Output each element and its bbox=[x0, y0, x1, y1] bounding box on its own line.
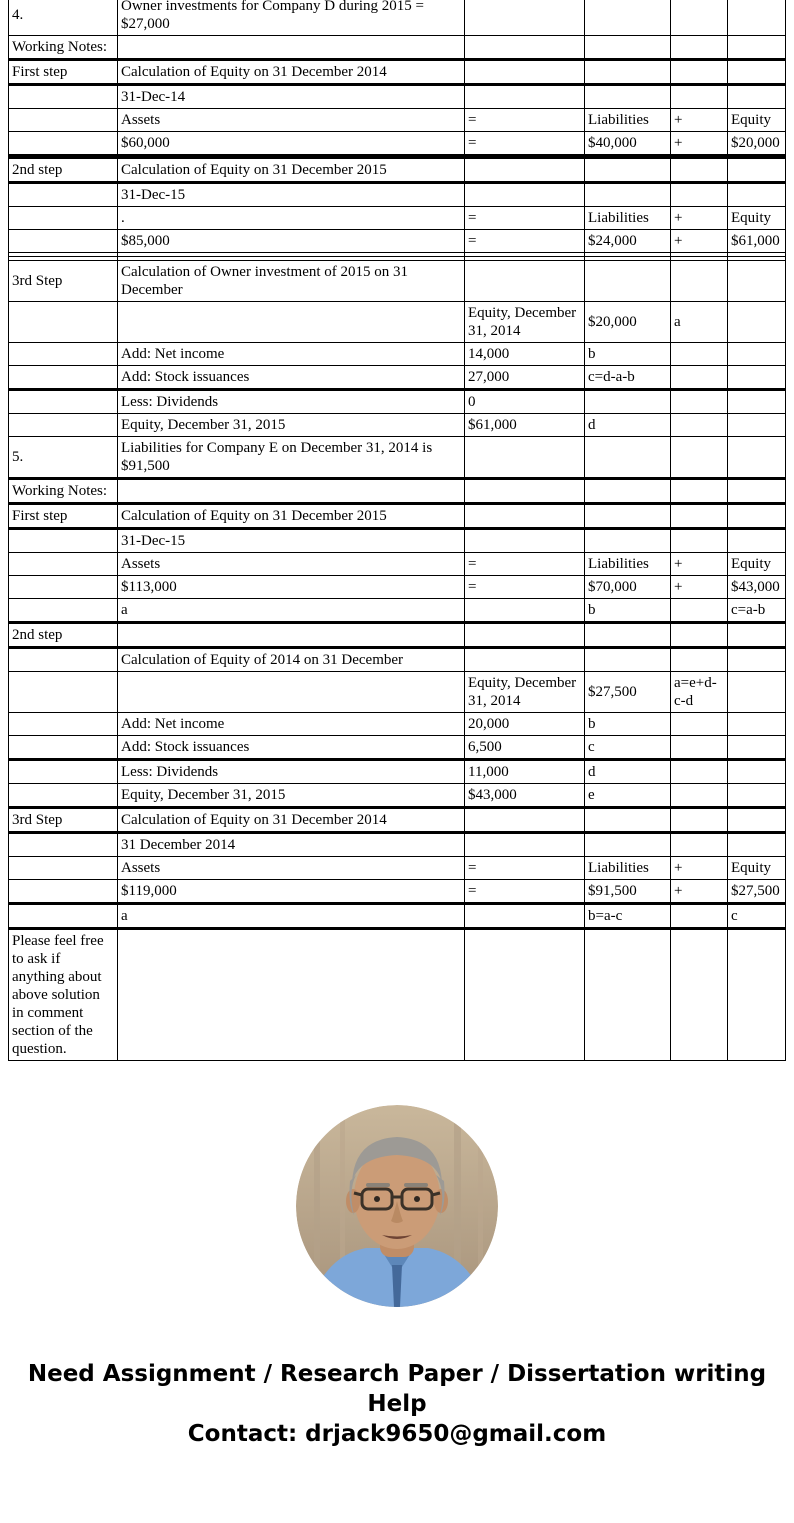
table-cell: Equity, December 31, 2015 bbox=[118, 784, 465, 808]
table-cell bbox=[9, 880, 118, 904]
table-cell bbox=[465, 85, 585, 109]
table-row bbox=[9, 553, 786, 576]
table-cell bbox=[728, 414, 786, 437]
table-cell: $24,000 bbox=[585, 230, 671, 253]
table-cell: Liabilities bbox=[585, 207, 671, 230]
table-cell bbox=[9, 230, 118, 253]
table-cell bbox=[728, 529, 786, 553]
table-cell: 20,000 bbox=[465, 713, 585, 736]
table-cell: 31-Dec-15 bbox=[118, 183, 465, 207]
table-row bbox=[9, 302, 786, 343]
table-cell bbox=[465, 833, 585, 857]
table-cell bbox=[671, 833, 728, 857]
table-cell: 5. bbox=[9, 437, 118, 479]
table-cell bbox=[9, 85, 118, 109]
table-cell bbox=[9, 599, 118, 623]
table-cell: b bbox=[585, 343, 671, 366]
table-cell bbox=[671, 390, 728, 414]
table-cell: Owner investments for Company D during 2015 = $27,000 bbox=[118, 0, 465, 36]
table-cell bbox=[9, 648, 118, 672]
table-cell: Add: Stock issuances bbox=[118, 736, 465, 760]
table-cell: Liabilities bbox=[585, 553, 671, 576]
table-cell bbox=[465, 183, 585, 207]
contact-line: Contact: drjack9650@gmail.com bbox=[187, 1421, 607, 1447]
table-cell bbox=[728, 648, 786, 672]
table-cell: 2nd step bbox=[9, 157, 118, 183]
table-cell: 6,500 bbox=[465, 736, 585, 760]
table-cell: $27,500 bbox=[585, 672, 671, 713]
table-cell: 31 December 2014 bbox=[118, 833, 465, 857]
table-cell bbox=[465, 929, 585, 1061]
table-cell: 3rd Step bbox=[9, 808, 118, 833]
table-cell bbox=[728, 736, 786, 760]
table-cell: Liabilities bbox=[585, 109, 671, 132]
table-cell: $43,000 bbox=[465, 784, 585, 808]
table-cell: Working Notes: bbox=[9, 36, 118, 60]
table-cell bbox=[671, 366, 728, 390]
table-cell bbox=[671, 623, 728, 648]
table-cell: a bbox=[118, 904, 465, 929]
table-cell bbox=[9, 576, 118, 599]
table-row bbox=[9, 904, 786, 929]
table-cell: Calculation of Equity on 31 December 2015 bbox=[118, 157, 465, 183]
table-cell: = bbox=[465, 576, 585, 599]
table-row bbox=[9, 85, 786, 109]
table-cell: + bbox=[671, 553, 728, 576]
table-cell bbox=[465, 648, 585, 672]
table-cell bbox=[9, 857, 118, 880]
table-cell: + bbox=[671, 857, 728, 880]
table-cell: 14,000 bbox=[465, 343, 585, 366]
table-cell bbox=[9, 760, 118, 784]
table-cell bbox=[671, 736, 728, 760]
table-row bbox=[9, 623, 786, 648]
table-cell: 0 bbox=[465, 390, 585, 414]
table-row bbox=[9, 36, 786, 60]
table-cell bbox=[9, 343, 118, 366]
table-cell bbox=[728, 36, 786, 60]
table-row bbox=[9, 857, 786, 880]
table-cell bbox=[9, 713, 118, 736]
table-cell bbox=[671, 479, 728, 504]
table-cell bbox=[118, 929, 465, 1061]
table-cell: + bbox=[671, 230, 728, 253]
table-cell bbox=[728, 833, 786, 857]
table-cell: c bbox=[728, 904, 786, 929]
table-cell: Equity bbox=[728, 207, 786, 230]
table-cell bbox=[118, 479, 465, 504]
table-cell: Equity, December 31, 2014 bbox=[465, 672, 585, 713]
table-cell bbox=[465, 60, 585, 85]
table-cell bbox=[585, 261, 671, 302]
table-cell bbox=[585, 808, 671, 833]
table-cell bbox=[671, 60, 728, 85]
table-cell bbox=[671, 437, 728, 479]
table-cell bbox=[585, 437, 671, 479]
table-cell bbox=[671, 414, 728, 437]
table-cell: Assets bbox=[118, 109, 465, 132]
table-cell: $27,500 bbox=[728, 880, 786, 904]
table-cell bbox=[671, 904, 728, 929]
table-cell bbox=[728, 808, 786, 833]
table-cell: 2nd step bbox=[9, 623, 118, 648]
table-cell bbox=[585, 479, 671, 504]
table-row bbox=[9, 648, 786, 672]
table-cell: 3rd Step bbox=[9, 261, 118, 302]
table-cell: d bbox=[585, 414, 671, 437]
table-cell: Equity bbox=[728, 553, 786, 576]
table-cell: Calculation of Equity on 31 December 2014 bbox=[118, 60, 465, 85]
table-cell: = bbox=[465, 132, 585, 157]
table-cell bbox=[465, 36, 585, 60]
table-cell bbox=[585, 623, 671, 648]
table-cell: First step bbox=[9, 60, 118, 85]
table-row bbox=[9, 880, 786, 904]
table-cell: = bbox=[465, 109, 585, 132]
table-row bbox=[9, 261, 786, 302]
table-cell: a bbox=[118, 599, 465, 623]
table-cell: + bbox=[671, 576, 728, 599]
table-cell: b bbox=[585, 713, 671, 736]
table-cell: $113,000 bbox=[118, 576, 465, 599]
help-line: Need Assignment / Research Paper / Dissertation writing Help bbox=[27, 1361, 767, 1417]
table-row bbox=[9, 0, 786, 36]
table-cell bbox=[9, 784, 118, 808]
table-row bbox=[9, 833, 786, 857]
table-cell bbox=[9, 183, 118, 207]
worksheet-body bbox=[9, 0, 786, 1061]
table-cell: Assets bbox=[118, 553, 465, 576]
table-cell: Liabilities bbox=[585, 857, 671, 880]
table-cell bbox=[671, 0, 728, 36]
tutor-photo-illustration bbox=[296, 1105, 498, 1307]
table-cell: c bbox=[585, 736, 671, 760]
table-row bbox=[9, 672, 786, 713]
table-cell bbox=[671, 784, 728, 808]
table-cell bbox=[671, 261, 728, 302]
table-row bbox=[9, 183, 786, 207]
table-cell bbox=[9, 366, 118, 390]
table-row bbox=[9, 576, 786, 599]
table-cell: + bbox=[671, 207, 728, 230]
table-cell bbox=[465, 157, 585, 183]
table-cell: Equity bbox=[728, 857, 786, 880]
table-cell: 4. bbox=[9, 0, 118, 36]
table-cell: Equity bbox=[728, 109, 786, 132]
table-row bbox=[9, 343, 786, 366]
table-cell bbox=[465, 623, 585, 648]
table-cell bbox=[671, 599, 728, 623]
table-cell: Calculation of Equity on 31 December 2014 bbox=[118, 808, 465, 833]
table-cell: $20,000 bbox=[585, 302, 671, 343]
table-cell: c=a-b bbox=[728, 599, 786, 623]
table-cell bbox=[728, 929, 786, 1061]
table-cell: 11,000 bbox=[465, 760, 585, 784]
table-cell: a bbox=[671, 302, 728, 343]
table-cell bbox=[728, 0, 786, 36]
table-cell: + bbox=[671, 880, 728, 904]
table-cell bbox=[671, 529, 728, 553]
table-cell: Calculation of Equity of 2014 on 31 December bbox=[118, 648, 465, 672]
table-cell bbox=[728, 437, 786, 479]
table-row bbox=[9, 132, 786, 157]
table-row bbox=[9, 366, 786, 390]
table-cell bbox=[465, 0, 585, 36]
table-cell bbox=[585, 0, 671, 36]
table-cell bbox=[671, 36, 728, 60]
table-cell bbox=[9, 414, 118, 437]
table-cell: e bbox=[585, 784, 671, 808]
table-cell bbox=[728, 60, 786, 85]
table-cell bbox=[671, 183, 728, 207]
table-cell bbox=[585, 36, 671, 60]
table-cell bbox=[728, 157, 786, 183]
table-cell bbox=[9, 736, 118, 760]
table-cell: + bbox=[671, 109, 728, 132]
table-cell bbox=[728, 390, 786, 414]
table-cell bbox=[118, 36, 465, 60]
table-cell bbox=[118, 623, 465, 648]
table-cell: Less: Dividends bbox=[118, 760, 465, 784]
table-cell: + bbox=[671, 132, 728, 157]
table-cell bbox=[728, 85, 786, 109]
table-cell: . bbox=[118, 207, 465, 230]
table-cell bbox=[9, 109, 118, 132]
table-cell: Calculation of Equity on 31 December 2015 bbox=[118, 504, 465, 529]
table-cell bbox=[9, 302, 118, 343]
table-row bbox=[9, 760, 786, 784]
table-cell: $20,000 bbox=[728, 132, 786, 157]
table-row bbox=[9, 230, 786, 253]
table-cell bbox=[585, 833, 671, 857]
table-cell: = bbox=[465, 880, 585, 904]
table-cell: Liabilities for Company E on December 31, 2014 is $91,500 bbox=[118, 437, 465, 479]
table-row bbox=[9, 599, 786, 623]
table-cell bbox=[728, 343, 786, 366]
table-cell bbox=[585, 929, 671, 1061]
table-cell bbox=[9, 207, 118, 230]
table-row bbox=[9, 414, 786, 437]
table-cell bbox=[728, 623, 786, 648]
table-cell: = bbox=[465, 553, 585, 576]
table-cell bbox=[465, 261, 585, 302]
table-cell bbox=[728, 261, 786, 302]
table-cell: a=e+d-c-d bbox=[671, 672, 728, 713]
table-cell: Equity, December 31, 2014 bbox=[465, 302, 585, 343]
table-row bbox=[9, 736, 786, 760]
table-row bbox=[9, 390, 786, 414]
table-cell: d bbox=[585, 760, 671, 784]
table-cell bbox=[728, 183, 786, 207]
table-row bbox=[9, 929, 786, 1061]
table-cell bbox=[465, 479, 585, 504]
table-row bbox=[9, 207, 786, 230]
table-cell bbox=[465, 529, 585, 553]
table-cell: $91,500 bbox=[585, 880, 671, 904]
table-cell bbox=[728, 504, 786, 529]
table-row bbox=[9, 157, 786, 183]
table-cell bbox=[671, 343, 728, 366]
table-cell bbox=[585, 648, 671, 672]
table-cell bbox=[728, 672, 786, 713]
table-cell: $40,000 bbox=[585, 132, 671, 157]
table-cell bbox=[728, 479, 786, 504]
table-cell bbox=[671, 760, 728, 784]
table-cell: $43,000 bbox=[728, 576, 786, 599]
table-cell bbox=[728, 713, 786, 736]
table-cell: $61,000 bbox=[465, 414, 585, 437]
table-cell: = bbox=[465, 857, 585, 880]
table-row bbox=[9, 479, 786, 504]
table-cell bbox=[465, 808, 585, 833]
table-cell: b=a-c bbox=[585, 904, 671, 929]
table-cell: Working Notes: bbox=[9, 479, 118, 504]
table-cell: $61,000 bbox=[728, 230, 786, 253]
table-cell: First step bbox=[9, 504, 118, 529]
table-cell bbox=[585, 60, 671, 85]
table-cell: Please feel free to ask if anything about above solution in comment section of the question. bbox=[9, 929, 118, 1061]
table-cell bbox=[465, 437, 585, 479]
table-cell: 31-Dec-15 bbox=[118, 529, 465, 553]
table-cell bbox=[671, 157, 728, 183]
table-cell bbox=[671, 808, 728, 833]
table-cell: c=d-a-b bbox=[585, 366, 671, 390]
table-cell bbox=[671, 85, 728, 109]
table-row bbox=[9, 109, 786, 132]
table-cell bbox=[671, 504, 728, 529]
table-row bbox=[9, 808, 786, 833]
table-cell bbox=[465, 504, 585, 529]
footer-help-text bbox=[25, 1359, 770, 1449]
table-cell: $119,000 bbox=[118, 880, 465, 904]
table-cell bbox=[9, 833, 118, 857]
table-cell bbox=[585, 85, 671, 109]
table-cell: 27,000 bbox=[465, 366, 585, 390]
table-row bbox=[9, 529, 786, 553]
table-cell: Less: Dividends bbox=[118, 390, 465, 414]
table-cell bbox=[9, 553, 118, 576]
table-cell bbox=[671, 648, 728, 672]
table-cell: Add: Net income bbox=[118, 343, 465, 366]
table-cell bbox=[465, 904, 585, 929]
table-cell: Add: Stock issuances bbox=[118, 366, 465, 390]
table-cell bbox=[728, 784, 786, 808]
table-cell bbox=[585, 390, 671, 414]
table-cell bbox=[585, 157, 671, 183]
table-cell bbox=[465, 599, 585, 623]
table-cell bbox=[9, 529, 118, 553]
table-cell bbox=[728, 366, 786, 390]
worksheet-table bbox=[8, 0, 786, 1061]
table-cell bbox=[118, 672, 465, 713]
table-cell: $60,000 bbox=[118, 132, 465, 157]
table-cell bbox=[585, 504, 671, 529]
table-cell: Calculation of Owner investment of 2015 on 31 December bbox=[118, 261, 465, 302]
table-cell bbox=[728, 302, 786, 343]
table-cell bbox=[9, 390, 118, 414]
table-cell bbox=[585, 183, 671, 207]
table-cell bbox=[671, 713, 728, 736]
table-cell: = bbox=[465, 230, 585, 253]
table-cell bbox=[728, 760, 786, 784]
table-cell: Add: Net income bbox=[118, 713, 465, 736]
table-cell bbox=[585, 529, 671, 553]
table-cell: 31-Dec-14 bbox=[118, 85, 465, 109]
table-row bbox=[9, 713, 786, 736]
table-cell bbox=[9, 672, 118, 713]
avatar bbox=[296, 1105, 498, 1307]
table-row bbox=[9, 60, 786, 85]
table-cell: Equity, December 31, 2015 bbox=[118, 414, 465, 437]
table-cell bbox=[118, 302, 465, 343]
table-row bbox=[9, 784, 786, 808]
table-row bbox=[9, 504, 786, 529]
table-cell: $70,000 bbox=[585, 576, 671, 599]
table-cell bbox=[9, 904, 118, 929]
table-cell bbox=[9, 132, 118, 157]
table-cell: $85,000 bbox=[118, 230, 465, 253]
table-cell: = bbox=[465, 207, 585, 230]
table-cell: Assets bbox=[118, 857, 465, 880]
table-cell bbox=[671, 929, 728, 1061]
table-row bbox=[9, 437, 786, 479]
table-cell: b bbox=[585, 599, 671, 623]
